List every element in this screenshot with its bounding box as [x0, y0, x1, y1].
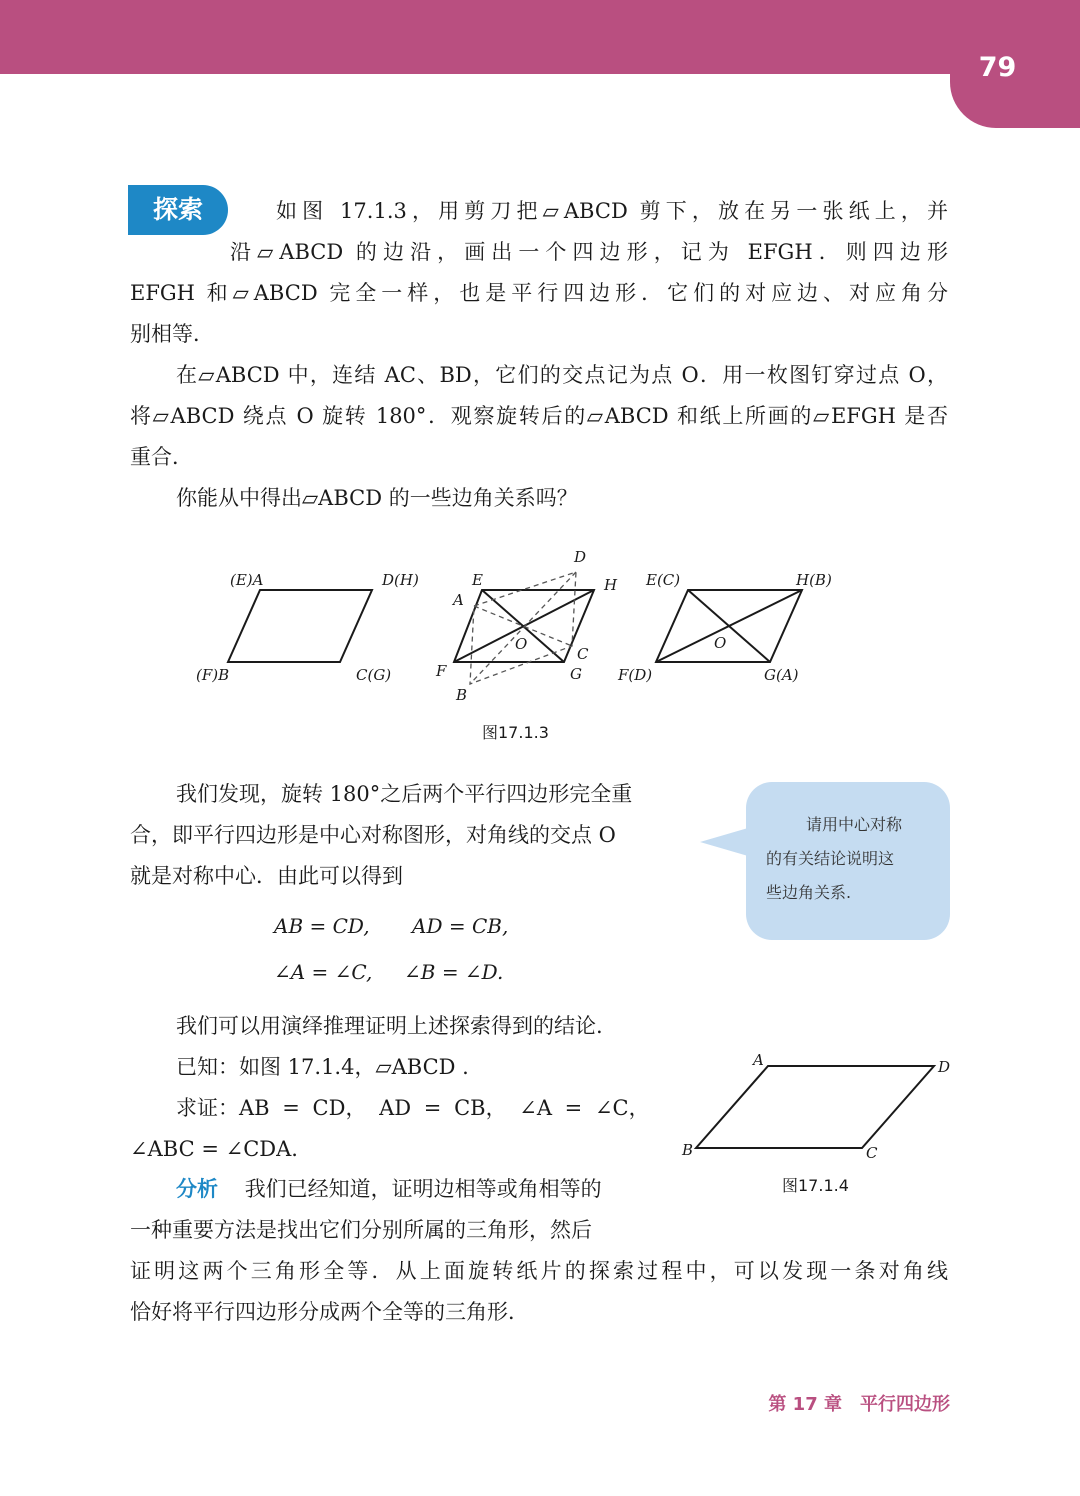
equation-angle-b-d: ∠B = ∠D.: [404, 960, 504, 984]
explore-p1-line3: EFGH 和▱ABCD 完全一样，也是平行四边形．它们的对应边、对应角分: [130, 281, 948, 305]
fig2-label-C: C: [866, 1144, 878, 1162]
explore-p3: 你能从中得出▱ABCD 的一些边角关系吗？: [176, 486, 578, 510]
figure-17-1-4-caption: 图17.1.4: [782, 1176, 849, 1195]
bubble-line-1: 请用中心对称: [806, 815, 903, 834]
header-bar: [0, 0, 1080, 74]
page-number: 79: [978, 52, 1017, 83]
proof-prove-line2: ∠ABC = ∠CDA.: [130, 1137, 298, 1161]
analysis-line1: 我们已经知道，证明边相等或角相等的: [244, 1177, 602, 1201]
analysis-line4: 恰好将平行四边形分成两个全等的三角形．: [130, 1300, 529, 1324]
mid-label-F: F: [436, 662, 447, 680]
figure-17-1-4: [670, 1050, 960, 1165]
bubble-line-2: 的有关结论说明这: [766, 849, 895, 868]
explore-p2-line1: 在▱ABCD 中，连结 AC、BD，它们的交点记为点 O．用一枚图钉穿过点 O，: [176, 363, 948, 387]
fig2-label-B: B: [682, 1141, 694, 1159]
right-label-O: O: [714, 634, 727, 652]
explore-badge: 探索: [128, 185, 228, 235]
analysis-label: 分析: [176, 1177, 218, 1201]
figure-17-1-3-caption: 图17.1.3: [482, 723, 549, 742]
explore-p1-line2: 沿▱ABCD 的边沿，画出一个四边形，记为 EFGH．则四边形: [230, 240, 948, 264]
analysis-line2: 一种重要方法是找出它们分别所属的三角形，然后: [130, 1218, 592, 1242]
fig2-label-A: A: [753, 1051, 764, 1069]
mid-label-D: D: [574, 548, 587, 566]
right-diagonal-2: [656, 590, 802, 662]
hint-bubble-text: [766, 808, 936, 910]
equation-ad-cb: AD = CB,: [412, 914, 509, 938]
mid-label-H: H: [604, 576, 618, 594]
right-label-tl: E(C): [646, 571, 681, 589]
explore-p2-line3: 重合．: [130, 445, 193, 469]
bubble-tail: [700, 828, 748, 856]
bubble-line-3: 些边角关系.: [766, 883, 852, 902]
mid-label-O: O: [515, 635, 528, 653]
equation-ab-cd: AB = CD,: [274, 914, 370, 938]
right-label-tr: H(B): [796, 571, 832, 589]
dashed-diagonal-bd: [470, 572, 576, 684]
proof-given: 已知：如图 17.1.4，▱ABCD .: [176, 1055, 469, 1079]
mid-label-G: G: [570, 665, 582, 683]
mid-label-E: E: [472, 571, 483, 589]
discovery-line1: 我们发现，旋转 180°之后两个平行四边形完全重: [176, 782, 633, 806]
mid-label-B: B: [456, 686, 468, 704]
analysis-line1-row: [176, 1169, 676, 1210]
abcd-parallelogram: [696, 1066, 934, 1148]
proof-intro: 我们可以用演绎推理证明上述探索得到的结论.: [176, 1014, 603, 1038]
left-label-tr: D(H): [382, 571, 419, 589]
proof-prove-line1: 求证：AB = CD， AD = CB， ∠A = ∠C，: [176, 1096, 650, 1120]
right-label-bl: F(D): [618, 666, 653, 684]
chapter-footer: 第 17 章 平行四边形: [768, 1394, 950, 1415]
fig2-label-D: D: [938, 1058, 951, 1076]
discovery-line2: 合，即平行四边形是中心对称图形，对角线的交点 O: [130, 823, 616, 847]
discovery-line3: 就是对称中心．由此可以得到: [130, 864, 403, 888]
equation-angle-a-c: ∠A = ∠C,: [274, 960, 373, 984]
mid-label-C: C: [577, 645, 589, 663]
explore-p1-line1: 如图 17.1.3，用剪刀把▱ABCD 剪下，放在另一张纸上，并: [276, 199, 948, 223]
left-label-bl: (F)B: [196, 666, 230, 684]
left-label-tl: (E)A: [230, 571, 264, 589]
analysis-line3: 证明这两个三角形全等．从上面旋转纸片的探索过程中，可以发现一条对角线: [130, 1259, 948, 1283]
mid-label-A: A: [453, 591, 464, 609]
figure-17-1-3: [180, 540, 860, 710]
right-label-br: G(A): [764, 666, 799, 684]
explore-p1-line4: 别相等．: [130, 322, 214, 346]
left-parallelogram: [228, 590, 372, 662]
explore-p2-line2: 将▱ABCD 绕点 O 旋转 180°．观察旋转后的▱ABCD 和纸上所画的▱EFGH 是否: [130, 404, 948, 428]
left-label-br: C(G): [356, 666, 392, 684]
